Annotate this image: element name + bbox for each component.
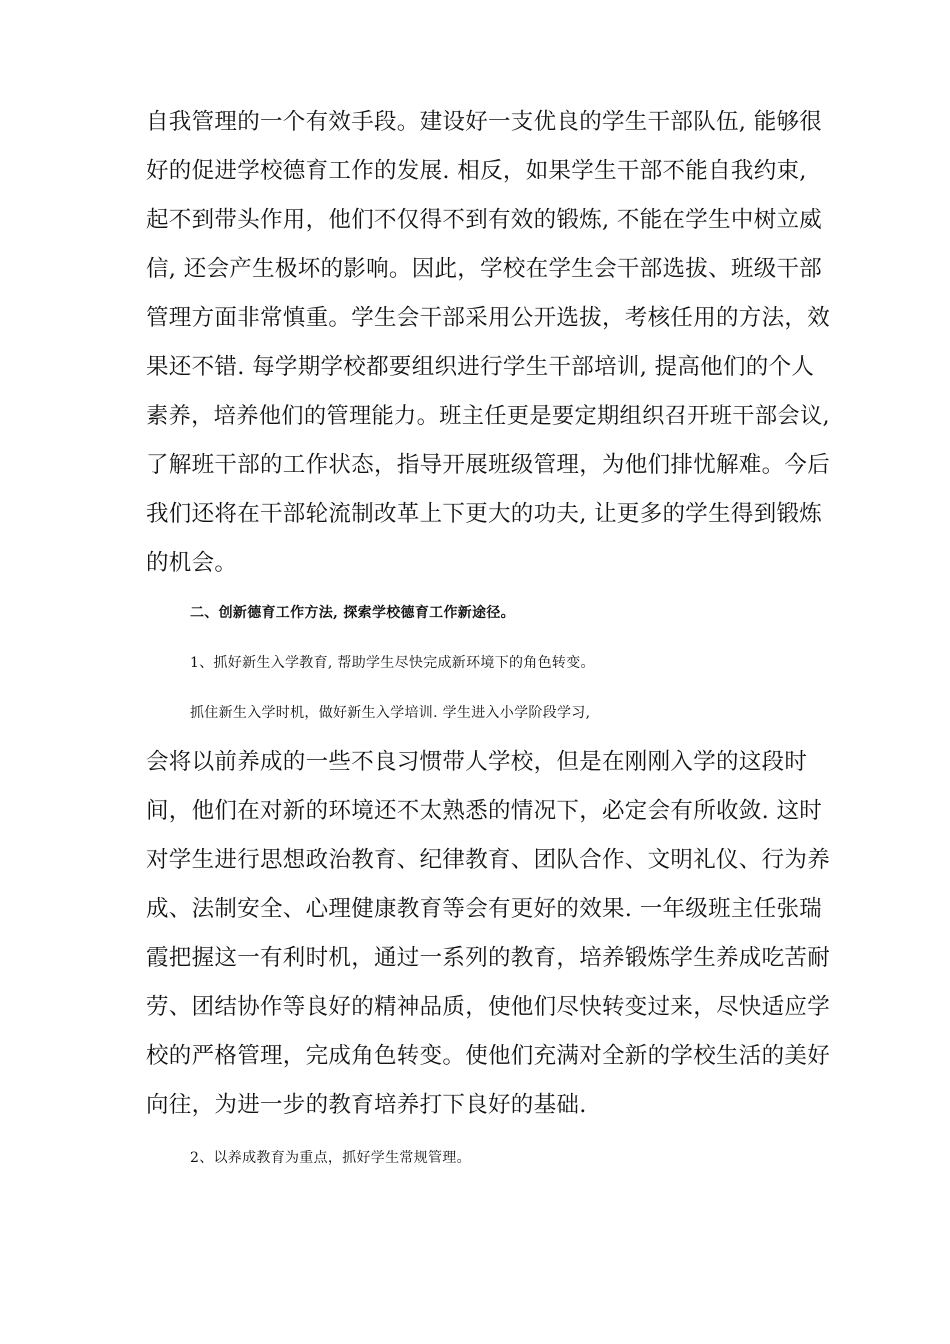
paragraph-line: 好的促进学校德育工作的发展. 相反，如果学生干部不能自我约束, [146,158,807,184]
item-1-body-line: 间，他们在对新的环境还不太熟悉的情况下，必定会有所收敛. 这时 [146,798,823,824]
item-2-title: 2、以养成教育为重点，抓好学生常规管理。 [190,1150,471,1166]
section-heading: 二、创新德育工作方法, 探索学校德育工作新途径。 [190,605,515,621]
paragraph-line: 的机会。 [146,550,238,576]
paragraph-line: 管理方面非常慎重。学生会干部采用公开选拔，考核任用的方法，效 [146,305,831,331]
item-1-body-line: 会将以前养成的一些不良习惯带人学校，但是在刚刚入学的这段时 [146,749,808,775]
item-1-title: 1、抓好新生入学教育, 帮助学生尽快完成新环境下的角色转变。 [190,655,595,671]
paragraph-line: 自我管理的一个有效手段。建设好一支优良的学生干部队伍, 能够很 [146,109,823,135]
paragraph-line: 了解班干部的工作状态，指导开展班级管理，为他们排忧解难。今后 [146,452,831,478]
item-1-body-line: 校的严格管理，完成角色转变。使他们充满对全新的学校生活的美好 [146,1043,831,1069]
paragraph-line: 素养，培养他们的管理能力。班主任更是要定期组织召开班干部会议, [146,403,830,429]
item-1-body-line: 霞把握这一有利时机，通过一系列的教育，培养锻炼学生养成吃苦耐 [146,945,831,971]
item-1-body-line: 对学生进行思想政治教育、纪律教育、团队合作、文明礼仪、行为养 [146,847,831,873]
paragraph-line: 起不到带头作用，他们不仅得不到有效的锻炼, 不能在学生中树立威 [146,207,823,233]
paragraph-line: 果还不错. 每学期学校都要组织进行学生干部培训, 提高他们的个人 [146,354,815,380]
item-1-body-line: 抓住新生入学时机，做好新生入学培训. 学生进入小学阶段学习, [190,705,591,721]
paragraph-line: 我们还将在干部轮流制改革上下更大的功夫, 让更多的学生得到锻炼 [146,501,823,527]
paragraph-line: 信, 还会产生极坏的影响。因此，学校在学生会干部选拔、班级干部 [146,256,823,282]
item-1-body-line: 劳、团结协作等良好的精神品质，使他们尽快转变过来，尽快适应学 [146,994,831,1020]
item-1-body-line: 向往，为进一步的教育培养打下良好的基础. [146,1092,587,1118]
item-1-body-line: 成、法制安全、心理健康教育等会有更好的效果. 一年级班主任张瑞 [146,896,823,922]
